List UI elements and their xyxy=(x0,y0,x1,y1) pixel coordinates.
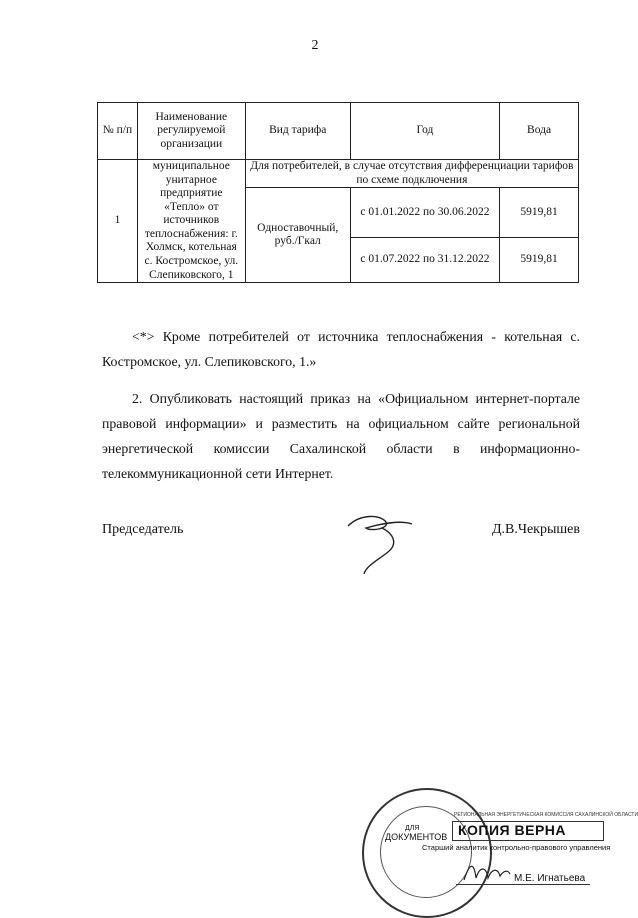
row-value-2: 5919,81 xyxy=(500,238,579,283)
round-seal xyxy=(362,788,492,918)
stamp-fragment: ДОКУМЕНТОВ xyxy=(385,832,448,842)
stamp-position: Старший аналитик контрольно-правового управления xyxy=(422,843,611,852)
chairman-title: Председатель xyxy=(102,522,184,537)
footnote: <*> Кроме потребителей от источника теплоснабжения - котельная с. Костромское, ул. Слепиковского, 1.» xyxy=(102,329,580,369)
stamp-signature-line xyxy=(456,884,590,885)
table-row xyxy=(98,160,579,188)
handwritten-signature xyxy=(342,508,422,578)
stamp-fragment: ДЛЯ xyxy=(405,825,420,832)
copy-verified-label: КОПИЯ ВЕРНА xyxy=(458,822,567,838)
row-period-2: с 01.07.2022 по 31.12.2022 xyxy=(350,238,499,283)
header-water: Вода xyxy=(500,103,579,160)
header-num: № п/п xyxy=(98,103,138,160)
row-organization: муниципальное унитарное предприятие «Тепло» от источников теплоснабжения: г. Холмск, котельная с. Костромское, ул. Слепиковского, 1 xyxy=(137,160,245,283)
stamp-header: РЕГИОНАЛЬНАЯ ЭНЕРГЕТИЧЕСКАЯ КОМИССИЯ САХАЛИНСКОЙ ОБЛАСТИ xyxy=(454,812,638,818)
row-value-1: 5919,81 xyxy=(500,188,579,238)
paragraph-2: 2. Опубликовать настоящий приказ на «Официальном интернет-портале правовой информации» и разместить на официальном сайте региональной энергетической комиссии Сахалинской области в информационно-телекоммуникационной сети Интернет. xyxy=(102,391,580,481)
stamp-signature xyxy=(462,858,512,884)
chairman-name: Д.В.Чекрышев xyxy=(491,522,580,537)
row-period-1: с 01.01.2022 по 30.06.2022 xyxy=(350,188,499,238)
header-tariff-type: Вид тарифа xyxy=(245,103,350,160)
row-note: Для потребителей, в случае отсутствия дифференциации тарифов по схеме подключения xyxy=(245,160,578,188)
table-header-row xyxy=(98,103,579,160)
tariff-table xyxy=(97,102,579,283)
page-number: 2 xyxy=(311,38,319,53)
row-num: 1 xyxy=(98,160,138,283)
row-tariff-type: Одноставочный, руб./Гкал xyxy=(245,188,350,283)
header-year: Год xyxy=(350,103,499,160)
header-organization: Наименование регулируемой организации xyxy=(137,103,245,160)
stamp-signer-name: М.Е. Игнатьева xyxy=(514,873,586,884)
